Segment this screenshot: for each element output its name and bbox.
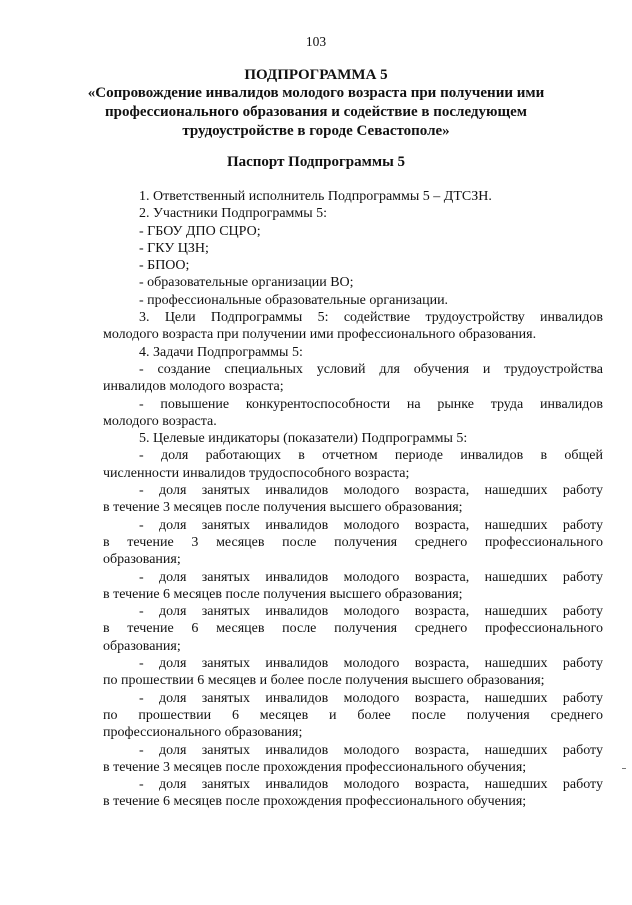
text-line: по прошествии 6 месяцев и более после получения высшего образования;: [103, 673, 545, 689]
subtitle-line: «Сопровождение инвалидов молодого возраста при получении ими: [87, 85, 545, 101]
text-line: - ГКУ ЦЗН;: [139, 240, 209, 256]
passport-body: [103, 188, 603, 811]
subtitle-line: трудоустройстве в городе Севастополе»: [182, 123, 450, 139]
subprogram-title: ПОДПРОГРАММА 5: [244, 67, 388, 83]
text-line: 2. Участники Подпрограммы 5:: [139, 206, 328, 222]
text-line: - доля занятых инвалидов молодого возраста, нашедших работу: [139, 483, 603, 499]
text-line: - БПОО;: [139, 258, 190, 274]
text-line: 1. Ответственный исполнитель Подпрограммы 5 – ДТСЗН.: [139, 189, 492, 204]
text-line: 3. Цели Подпрограммы 5: содействие трудоустройству инвалидов: [139, 310, 603, 326]
text-line: - доля занятых инвалидов молодого возраста, нашедших работу: [139, 777, 603, 793]
subprogram-subtitle: [0, 84, 632, 141]
scan-mark: [622, 768, 626, 769]
text-line: - доля занятых инвалидов молодого возраста, нашедших работу: [139, 690, 603, 706]
text-line: численности инвалидов трудоспособного возраста;: [103, 465, 410, 481]
text-line: профессионального образования;: [103, 725, 303, 741]
text-line: образования;: [103, 638, 181, 654]
text-line: - ГБОУ ДПО СЦРО;: [139, 223, 261, 239]
text-line: - доля работающих в отчетном периоде инвалидов в общей: [139, 448, 603, 464]
text-line: - образовательные организации ВО;: [139, 275, 354, 291]
text-line: - доля занятых инвалидов молодого возраста, нашедших работу: [139, 742, 603, 758]
text-line: - доля занятых инвалидов молодого возраста, нашедших работу: [139, 604, 603, 620]
text-line: молодого возраста.: [103, 413, 217, 429]
text-line: инвалидов молодого возраста;: [103, 379, 284, 395]
text-line: в течение 3 месяцев после получения высшего образования;: [103, 500, 463, 516]
text-line: 5. Целевые индикаторы (показатели) Подпрограммы 5:: [139, 431, 468, 447]
text-line: 4. Задачи Подпрограммы 5:: [139, 344, 303, 360]
text-line: молодого возраста при получении ими профессионального образования.: [103, 327, 537, 343]
text-line: образования;: [103, 552, 181, 568]
text-line: в течение 6 месяцев после получения среднего профессионального: [103, 621, 603, 637]
passport-title: Паспорт Подпрограммы 5: [226, 154, 406, 170]
text-line: - создание специальных условий для обучения и трудоустройства: [139, 361, 603, 377]
text-line: - профессиональные образовательные организации.: [139, 292, 449, 308]
text-line: в течение 3 месяцев после получения среднего профессионального: [103, 534, 603, 550]
text-line: - доля занятых инвалидов молодого возраста, нашедших работу: [139, 517, 603, 533]
text-line: - доля занятых инвалидов молодого возраста, нашедших работу: [139, 656, 603, 672]
text-line: - доля занятых инвалидов молодого возраста, нашедших работу: [139, 569, 603, 585]
text-line: в течение 6 месяцев после получения высшего образования;: [103, 586, 463, 602]
text-line: - повышение конкурентоспособности на рынке труда инвалидов: [139, 396, 603, 412]
text-line: в течение 6 месяцев после прохождения профессионального обучения;: [103, 794, 527, 810]
text-line: по прошествии 6 месяцев и более после получения среднего: [103, 707, 603, 723]
subtitle-line: профессионального образования и содействие в последующем: [104, 104, 528, 120]
text-line: в течение 3 месяцев после прохождения профессионального обучения;: [103, 759, 527, 775]
page-number: 103: [305, 34, 327, 49]
